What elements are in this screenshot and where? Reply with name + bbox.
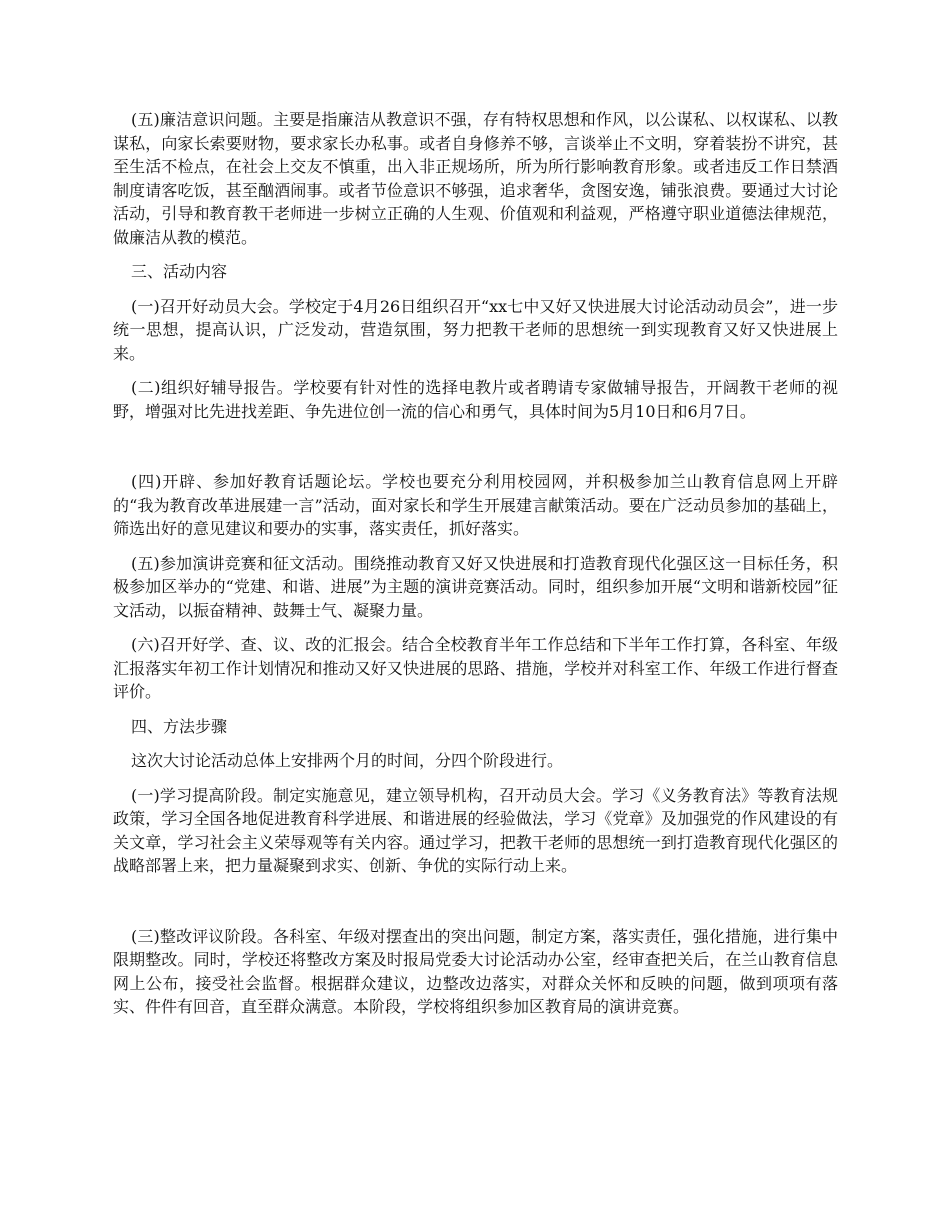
paragraph-study-stage: (一)学习提高阶段。制定实施意见，建立领导机构，召开动员大会。学习《义务教育法》等教育法规政策，学习全国各地促进教育科学进展、和谐进展的经验做法，学习《党章》及加强党的作风建设的有关文章，学习社会主义荣辱观等有关内容。通过学习，把教干老师的思想统一到打造教育现代化强区的战略部署上来，把力量凝聚到求实、创新、争优的实际行动上来。 bbox=[113, 785, 838, 875]
paragraph-education-forum: (四)开辟、参加好教育话题论坛。学校也要充分利用校园网，并积极参加兰山教育信息网上开辟的“我为教育改革进展建一言”活动，面对家长和学生开展建言献策活动。要在广泛动员参加的基础上，筛选出好的意见建议和要办的实事，落实责任，抓好落实。 bbox=[113, 472, 838, 538]
paragraph-speech-essay: (五)参加演讲竞赛和征文活动。围绕推动教育又好又快进展和打造教育现代化强区这一目标任务，积极参加区举办的“党建、和谐、进展”为主题的演讲竞赛活动。同时，组织参加开展“文明和谐新校园”征文活动，以振奋精神、鼓舞士气、凝聚力量。 bbox=[113, 553, 838, 620]
paragraph-rectification-stage: (三)整改评议阶段。各科室、年级对摆查出的突出问题，制定方案，落实责任，强化措施，进行集中限期整改。同时，学校还将整改方案及时报局党委大讨论活动办公室，经审查把关后，在兰山教育信息网上公布，接受社会监督。根据群众建议，边整改边落实，对群众关怀和反映的问题，做到项项有落实、件件有回音，直至群众满意。本阶段，学校将组织参加区教育局的演讲竞赛。 bbox=[113, 926, 838, 1016]
document-page bbox=[113, 108, 838, 1030]
blank-gap bbox=[113, 434, 838, 470]
paragraph-integrity-awareness: (五)廉洁意识问题。主要是指廉洁从教意识不强，存有特权思想和作风，以公谋私、以权谋私、以教谋私，向家长索要财物，要求家长办私事。或者自身修养不够，言谈举止不文明，穿着装扮不讲究，甚至生活不检点，在社会上交友不慎重，出入非正规场所，所为所行影响教育形象。或者违反工作日禁酒制度请客吃饭，甚至酗酒闹事。或者节俭意识不够强，追求奢华，贪图安逸，铺张浪费。要通过大讨论活动，引导和教育教干老师进一步树立正确的人生观、价值观和利益观，严格遵守职业道德法律规范，做廉洁从教的模范。 bbox=[113, 110, 838, 247]
paragraph-schedule-overview: 这次大讨论活动总体上安排两个月的时间，分四个阶段进行。 bbox=[131, 751, 564, 770]
section-heading-method-steps: 四、方法步骤 bbox=[131, 716, 228, 736]
paragraph-mobilization-meeting: (一)召开好动员大会。学校定于4月26日组织召开“xx七中又好又快进展大讨论活动动员会”，进一步统一思想，提高认识，广泛发动，营造氛围，努力把教干老师的思想统一到实现教育又好又快进展上来。 bbox=[113, 296, 838, 363]
paragraph-guidance-report: (二)组织好辅导报告。学校要有针对性的选择电教片或者聘请专家做辅导报告，开阔教干老师的视野，增强对比先进找差距、争先进位创一流的信心和勇气，具体时间为5月10日和6月7日。 bbox=[113, 378, 838, 421]
section-heading-activity-content: 三、活动内容 bbox=[131, 262, 228, 281]
paragraph-report-meeting: (六)召开好学、查、议、改的汇报会。结合全校教育半年工作总结和下半年工作打算，各科室、年级汇报落实年初工作计划情况和推动又好又快进展的思路、措施，学校并对科室工作、年级工作进行督查评价。 bbox=[113, 635, 838, 701]
blank-gap bbox=[113, 889, 838, 925]
